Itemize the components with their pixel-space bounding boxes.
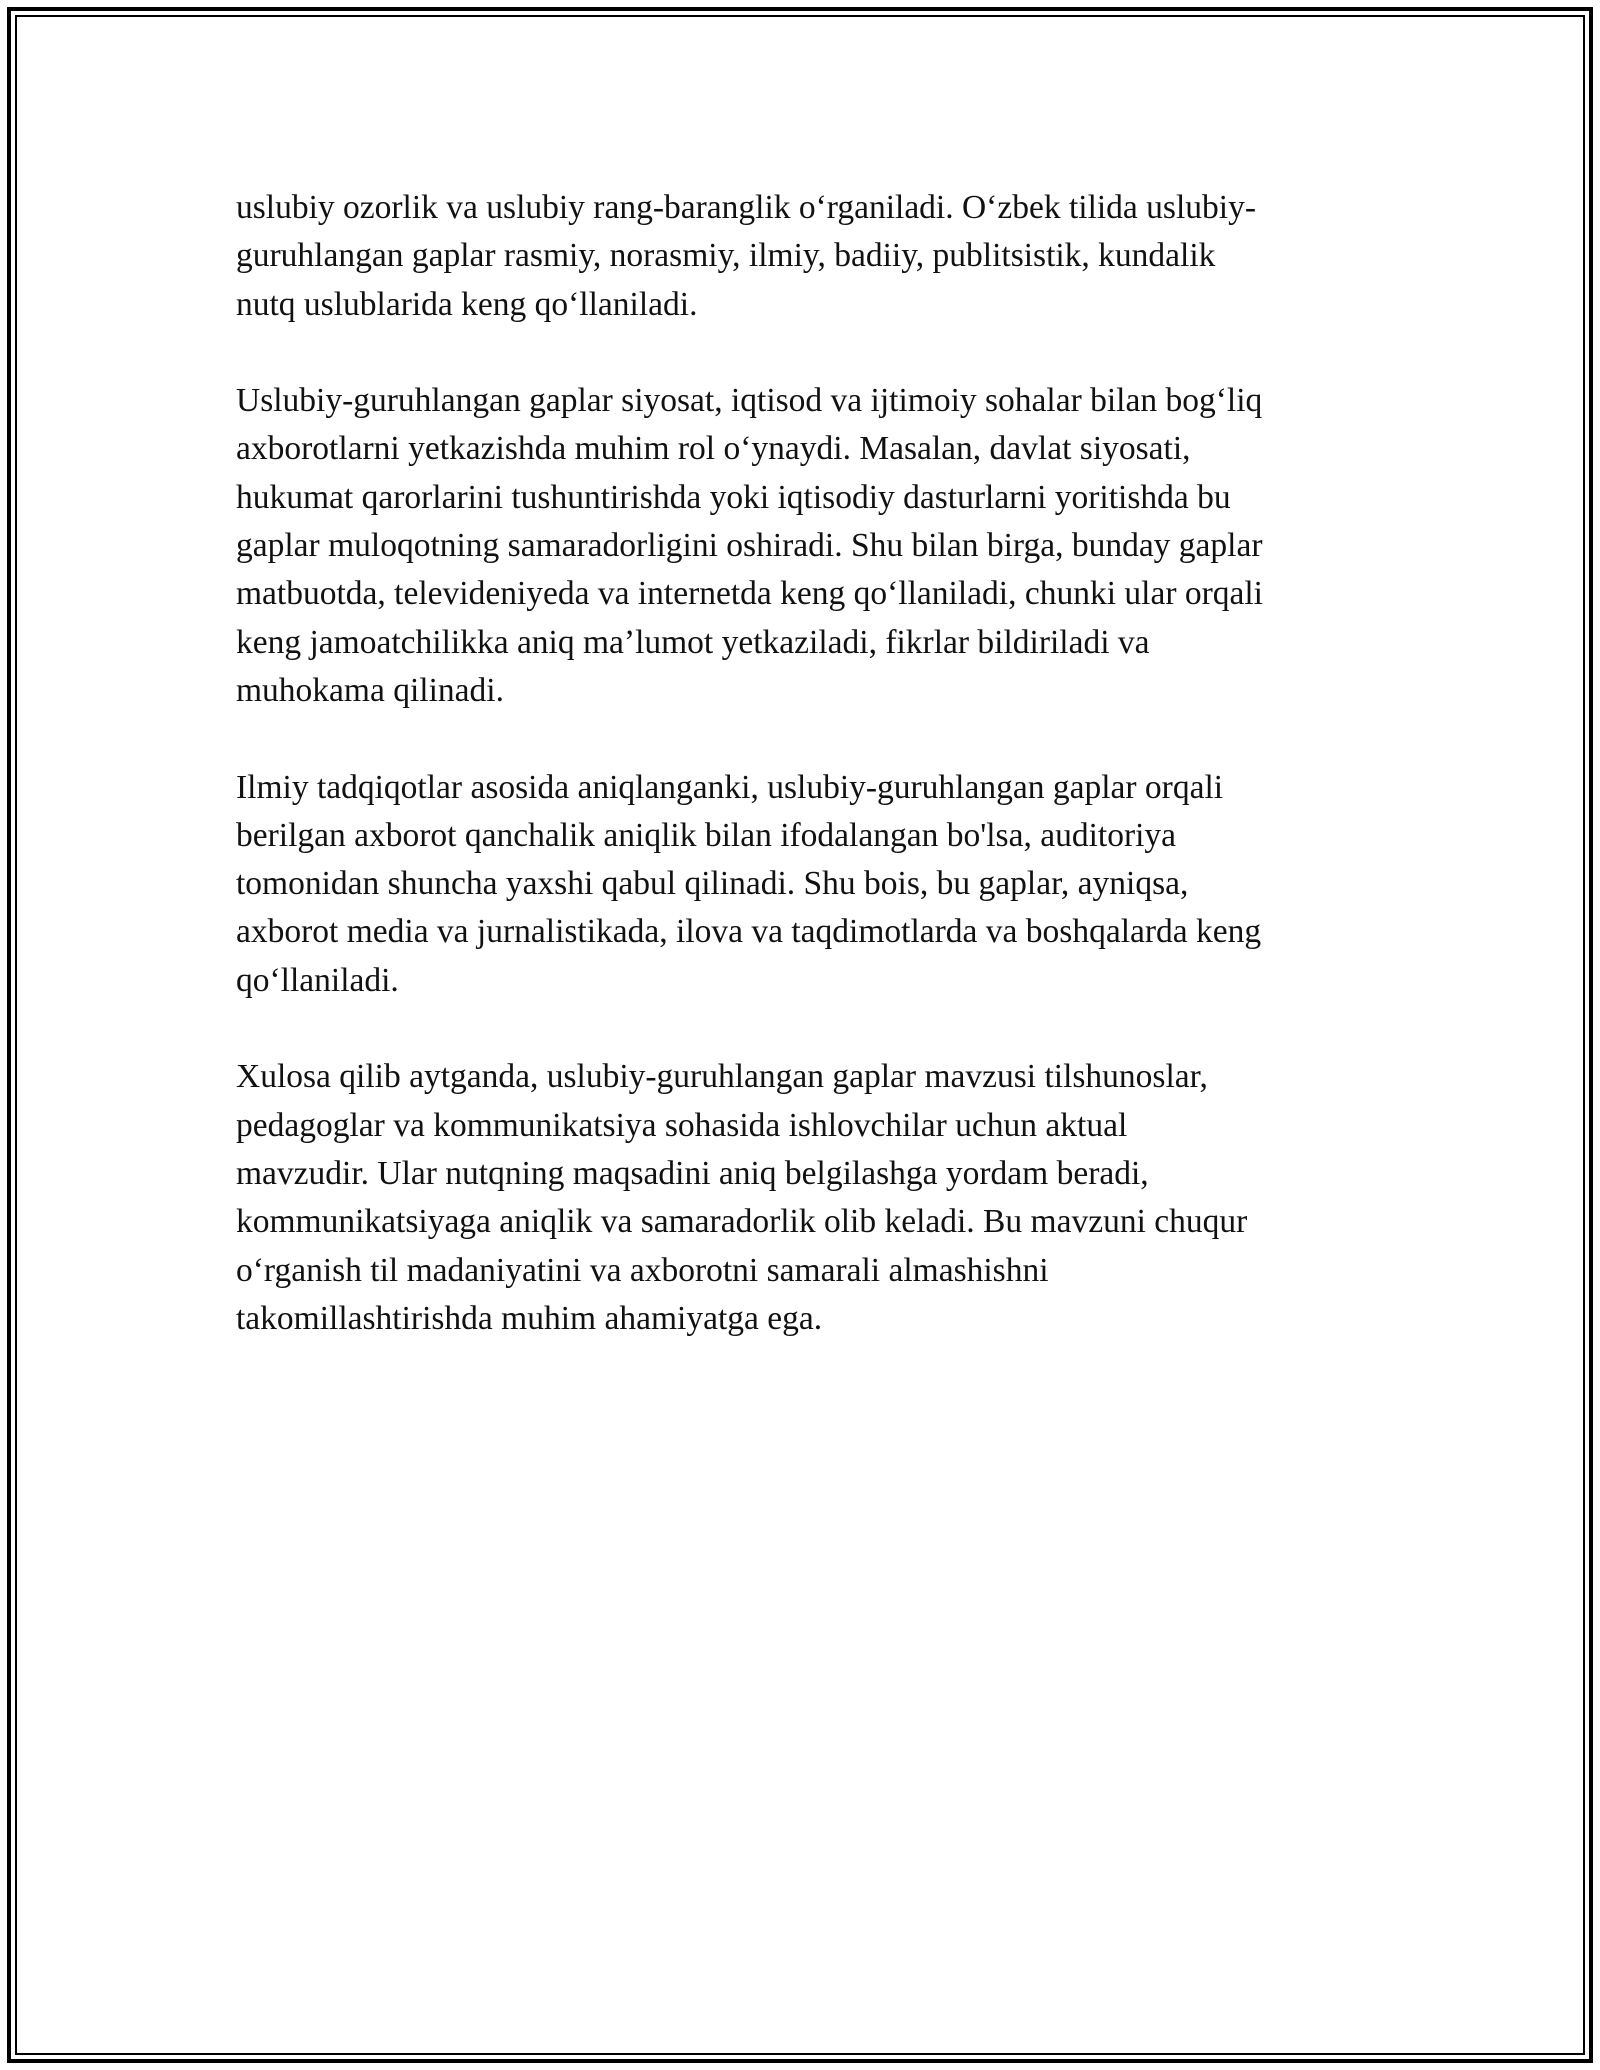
text-line: guruhlangan gaplar rasmiy, norasmiy, ilmiy, badiiy, publitsistik, kundalik [236,237,1216,275]
page-body [236,184,1366,1343]
text-line: tomonidan shuncha yaxshi qabul qilinadi. Shu bois, bu gaplar, ayniqsa, [236,865,1189,903]
text-line: qoʻllaniladi. [236,961,399,999]
text-line: gaplar muloqotning samaradorligini oshiradi. Shu bilan birga, bunday gaplar [236,527,1263,565]
text-line: nutq uslublarida keng qoʻllaniladi. [236,285,698,323]
text-line: matbuotda, televideniyeda va internetda keng qoʻllaniladi, chunki ular orqali [236,575,1263,613]
text-line: muhokama qilinadi. [236,671,504,709]
paragraph-4 [236,1053,1366,1343]
text-line: takomillashtirishda muhim ahamiyatga ega. [236,1299,823,1337]
text-line: hukumat qarorlarini tushuntirishda yoki iqtisodiy dasturlarni yoritishda bu [236,478,1231,516]
text-line: berilgan axborot qanchalik aniqlik bilan ifodalangan bo'lsa, auditoriya [236,816,1177,854]
text-line: axborotlarni yetkazishda muhim rol oʻynaydi. Masalan, davlat siyosati, [236,430,1191,468]
paragraph-1 [236,184,1366,329]
text-line: mavzudir. Ular nutqning maqsadini aniq belgilashga yordam beradi, [236,1154,1149,1192]
text-line: axborot media va jurnalistikada, ilova va taqdimotlarda va boshqalarda keng [236,913,1262,951]
text-line: Uslubiy-guruhlangan gaplar siyosat, iqtisod va ijtimoiy sohalar bilan bogʻliq [236,382,1263,420]
text-line: Ilmiy tadqiqotlar asosida aniqlanganki, uslubiy-guruhlangan gaplar orqali [236,768,1224,806]
text-line: Xulosa qilib aytganda, uslubiy-guruhlangan gaplar mavzusi tilshunoslar, [236,1058,1208,1096]
paragraph-3 [236,764,1366,1005]
text-line: pedagoglar va kommunikatsiya sohasida ishlovchilar uchun aktual [236,1106,1128,1144]
text-line: uslubiy ozorlik va uslubiy rang-baranglik oʻrganiladi. Oʻzbek tilida uslubiy- [236,189,1256,226]
text-line: keng jamoatchilikka aniq maʼlumot yetkaziladi, fikrlar bildiriladi va [236,623,1150,661]
text-line: kommunikatsiyaga aniqlik va samaradorlik olib keladi. Bu mavzuni chuqur [236,1203,1248,1241]
text-line: oʻrganish til madaniyatini va axborotni samarali almashishni [236,1251,1049,1289]
paragraph-2 [236,377,1366,715]
